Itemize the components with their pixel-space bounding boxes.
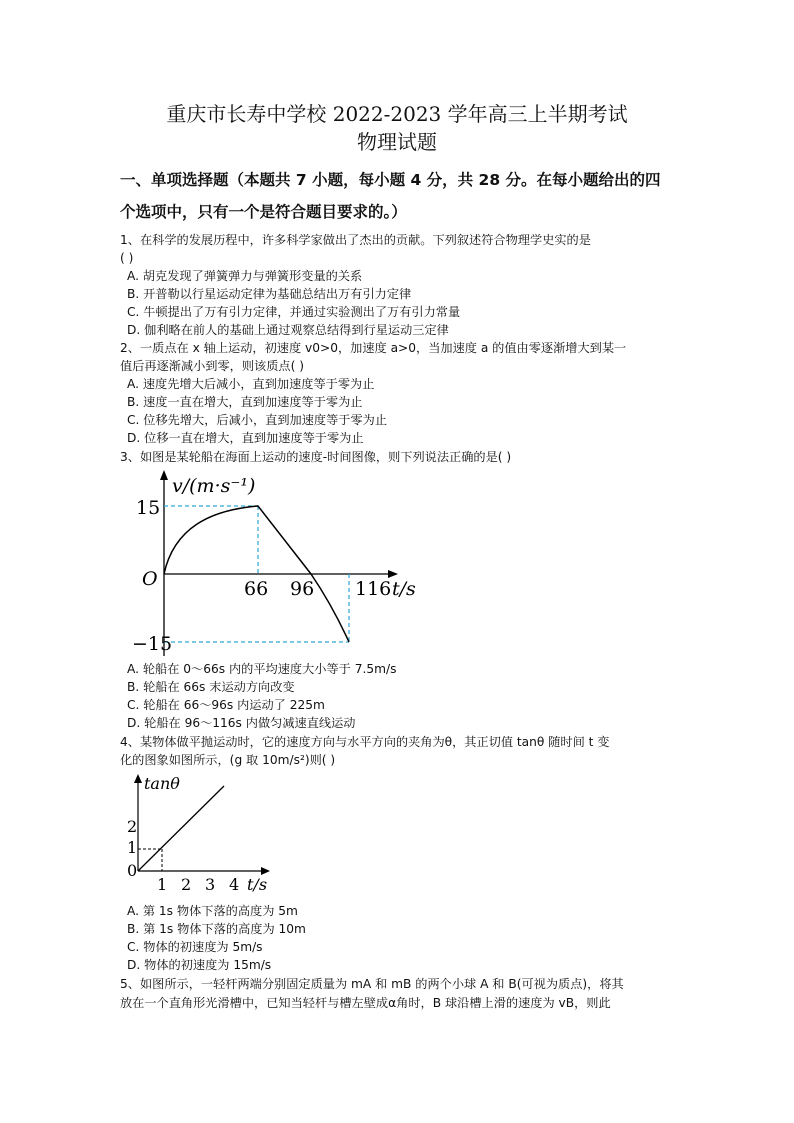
q3-tick-66: 66: [244, 578, 269, 600]
q4-x-axis-arrow: [261, 867, 270, 875]
q3-stem: 3、如图是某轮船在海面上运动的速度-时间图像，则下列说法正确的是( ): [120, 450, 512, 464]
q2-option-b: B. 速度一直在增大，直到加速度等于零为止: [127, 395, 363, 409]
paper-title: 重庆市长寿中学校 2022-2023 学年高三上半期考试: [166, 102, 628, 126]
q2-stem-line2: 值后再逐渐减小到零，则该质点( ): [120, 359, 305, 373]
q1-option-b: B. 开普勒以行星运动定律为基础总结出万有引力定律: [127, 287, 412, 301]
q4-option-d: D. 物体的初速度为 15m/s: [127, 958, 272, 972]
q4-y-axis-arrow: [134, 774, 142, 783]
q4-tick-x2: 2: [181, 875, 192, 894]
q4-option-b: B. 第 1s 物体下落的高度为 10m: [127, 922, 306, 936]
q1-stem-line1: 1、在科学的发展历程中，许多科学家做出了杰出的贡献。下列叙述符合物理学史实的是: [120, 233, 591, 247]
q4-tick-y1: 1: [127, 838, 138, 857]
q3-tick-15: 15: [136, 497, 161, 519]
q3-y-label: v/(m·s⁻¹): [172, 475, 256, 497]
q2-stem-line1: 2、一质点在 x 轴上运动，初速度 v0>0，加速度 a>0，当加速度 a 的值由零逐渐增大到某一: [120, 341, 627, 355]
q3-option-d: D. 轮船在 96～116s 内做匀减速直线运动: [127, 716, 356, 730]
q4-x-unit: t/s: [247, 875, 268, 894]
q4-stem-line1: 4、某物体做平抛运动时，它的速度方向与水平方向的夹角为θ，其正切值 tanθ 随时间 t 变: [120, 735, 610, 749]
q2-option-c: C. 位移先增大，后减小，直到加速度等于零为止: [127, 413, 388, 427]
q4-tan-theta-graph: [124, 772, 284, 898]
q1-option-d: D. 伽利略在前人的基础上通过观察总结得到行星运动三定律: [127, 323, 449, 337]
q5-stem-line2: 放在一个直角形光滑槽中，已知当轻杆与槽左壁成α角时，B 球沿槽上滑的速度为 vB，则此: [120, 996, 611, 1010]
q4-option-a: A. 第 1s 物体下落的高度为 5m: [127, 904, 298, 918]
q4-stem-line2: 化的图象如图所示，(g 取 10m/s²)则( ): [120, 753, 336, 767]
q3-option-a: A. 轮船在 0～66s 内的平均速度大小等于 7.5m/s: [127, 662, 397, 676]
q3-velocity-time-graph: [130, 468, 430, 660]
q4-tick-x4: 4: [229, 875, 240, 894]
q4-y-label: tanθ: [144, 774, 180, 793]
paper-subtitle: 物理试题: [357, 130, 437, 154]
q3-y-axis-arrow: [160, 470, 168, 480]
q1-stem-line2: ( ): [120, 251, 134, 265]
q4-tick-x1: 1: [157, 875, 168, 894]
q3-option-b: B. 轮船在 66s 末运动方向改变: [127, 680, 295, 694]
q2-option-d: D. 位移一直在增大，直到加速度等于零为止: [127, 431, 364, 445]
q4-tan-line: [138, 786, 224, 871]
q4-tick-y2: 2: [127, 817, 138, 836]
q4-tick-y0: 0: [127, 861, 138, 880]
q3-x-unit: t/s: [392, 578, 416, 600]
q1-option-a: A. 胡克发现了弹簧弹力与弹簧形变量的关系: [127, 269, 363, 283]
section-heading: [120, 164, 680, 228]
q3-tick-96: 96: [290, 578, 315, 600]
q3-x-axis-arrow: [388, 570, 398, 578]
q3-option-c: C. 轮船在 66～96s 内运动了 225m: [127, 698, 325, 712]
q1-option-c: C. 牛顿提出了万有引力定律，并通过实验测出了万有引力常量: [127, 305, 461, 319]
section-heading-line2: 个选项中，只有一个是符合题目要求的。）: [120, 203, 407, 221]
section-heading-line1: 一、单项选择题（本题共 7 小题，每小题 4 分，共 28 分。在每小题给出的四: [120, 171, 661, 189]
q3-tick-neg15: −15: [132, 633, 173, 655]
q3-origin: O: [142, 568, 158, 590]
q2-option-a: A. 速度先增大后减小，直到加速度等于零为止: [127, 377, 375, 391]
q3-tick-116: 116: [355, 578, 392, 600]
q5-stem-line1: 5、如图所示，一轻杆两端分别固定质量为 mA 和 mB 的两个小球 A 和 B(可视为质点)，将其: [120, 977, 624, 991]
q4-tick-x3: 3: [205, 875, 216, 894]
q4-option-c: C. 物体的初速度为 5m/s: [127, 940, 263, 954]
